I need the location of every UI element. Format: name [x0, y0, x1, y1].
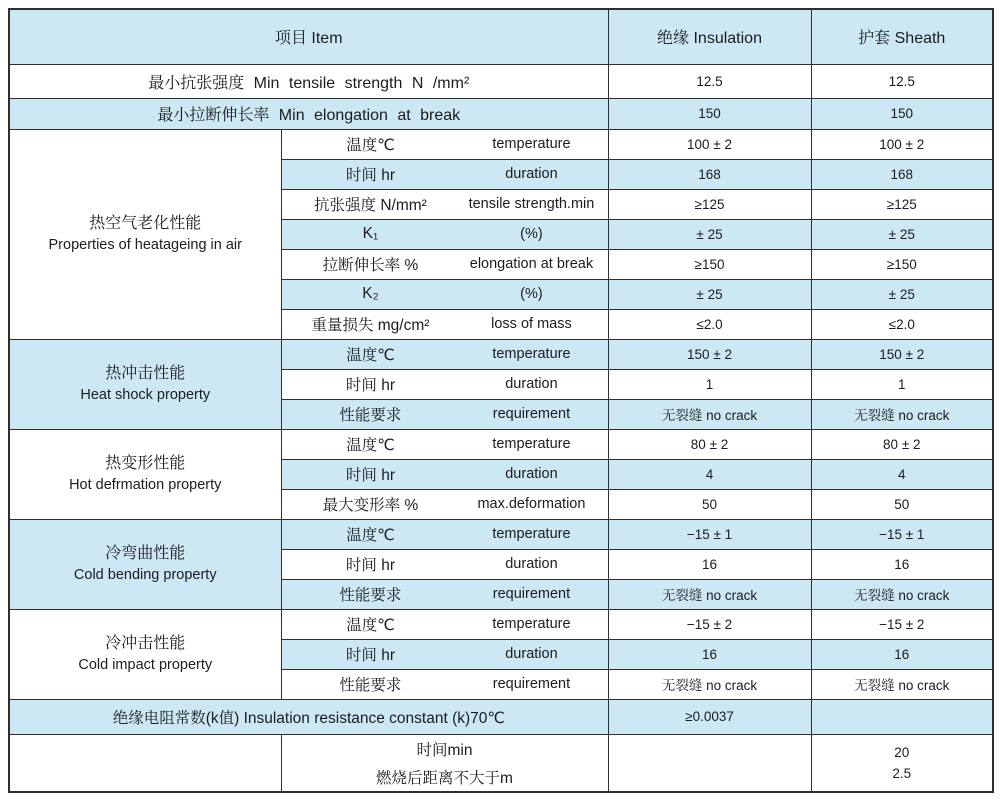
parameter-label-en: temperature — [492, 136, 571, 152]
sheath-value — [811, 699, 993, 734]
parameter-cell — [281, 609, 608, 639]
parameter-label-zh: 时间 hr — [345, 167, 395, 184]
table-row — [9, 98, 993, 129]
parameter-label: 燃烧后距离不大于m — [376, 769, 513, 787]
sheath-value: ≤2.0 — [811, 309, 993, 339]
parameter-label-en: (%) — [520, 286, 543, 302]
sheath-value: 150 — [811, 98, 993, 129]
parameter-label-en: tensile strength.min — [468, 196, 595, 212]
insulation-value: ± 25 — [608, 219, 811, 249]
sheath-value: ≥150 — [811, 249, 993, 279]
parameter-label-en: duration — [505, 166, 558, 182]
header-item: 项目 Item — [9, 9, 608, 64]
parameter-label-zh: 时间 hr — [345, 647, 395, 664]
section-label-zh: 热空气老化性能 — [89, 214, 202, 232]
parameter-cell — [281, 279, 608, 309]
section-label-hot-deformation — [9, 429, 281, 519]
insulation-value: −15 ± 1 — [608, 519, 811, 549]
sheath-value: 150 ± 2 — [811, 339, 993, 369]
section-label-heat-ageing — [9, 129, 281, 339]
parameter-cell — [281, 549, 608, 579]
parameter-cell — [281, 129, 608, 159]
sheath-value: 16 — [811, 639, 993, 669]
parameter-cell — [281, 459, 608, 489]
sheath-value: ± 25 — [811, 219, 993, 249]
insulation-value: 16 — [608, 549, 811, 579]
section-label-cold-impact — [9, 609, 281, 699]
table-row — [9, 339, 993, 369]
insulation-value: 无裂缝 no crack — [608, 579, 811, 609]
parameter-label-en: temperature — [492, 436, 571, 452]
insulation-value: ≥0.0037 — [608, 699, 811, 734]
sheath-value: 无裂缝 no crack — [811, 579, 993, 609]
parameter-cell — [281, 639, 608, 669]
parameter-label-en: elongation at break — [469, 256, 594, 272]
section-label-en: Properties of heatageing in air — [48, 237, 242, 254]
parameter-cell — [281, 489, 608, 519]
parameter-label-en: duration — [505, 376, 558, 392]
row-label: 最小拉断伸长率 Min elongation at break — [9, 98, 608, 129]
sheath-value: 168 — [811, 159, 993, 189]
parameter-label-zh: 温度℃ — [346, 137, 395, 154]
parameter-cell — [281, 429, 608, 459]
section-label-en: Heat shock property — [80, 387, 211, 404]
empty-cell — [9, 734, 281, 792]
sheath-value: 80 ± 2 — [811, 429, 993, 459]
parameter-cell — [281, 249, 608, 279]
section-label-zh: 热冲击性能 — [105, 364, 186, 382]
parameter-label-zh: 重量损失 mg/cm² — [311, 317, 430, 334]
parameter-label-zh: 抗张强度 N/mm² — [314, 197, 427, 214]
insulation-value: 16 — [608, 639, 811, 669]
parameter-cell — [281, 189, 608, 219]
parameter-label-en: duration — [505, 466, 558, 482]
insulation-value — [608, 734, 811, 792]
table-row — [9, 429, 993, 459]
parameter-cell — [281, 669, 608, 699]
parameter-cell — [281, 339, 608, 369]
table-row — [9, 519, 993, 549]
parameter-label-zh: 温度℃ — [346, 437, 395, 454]
insulation-value: 无裂缝 no crack — [608, 399, 811, 429]
section-label-cold-bending — [9, 519, 281, 609]
sheath-value: 50 — [811, 489, 993, 519]
insulation-value: ≥150 — [608, 249, 811, 279]
parameter-label-zh: 性能要求 — [339, 407, 402, 424]
sheath-value: 无裂缝 no crack — [811, 399, 993, 429]
insulation-value: 150 — [608, 98, 811, 129]
sheath-value: −15 ± 2 — [811, 609, 993, 639]
row-label: 最小抗张强度 Min tensile strength N /mm² — [9, 64, 608, 98]
table-row — [9, 129, 993, 159]
parameter-cell — [281, 399, 608, 429]
parameter-label-zh: 温度℃ — [346, 617, 395, 634]
sheath-value: −15 ± 1 — [811, 519, 993, 549]
sheath-value: 12.5 — [811, 64, 993, 98]
parameter-cell — [281, 159, 608, 189]
sheath-value: 100 ± 2 — [811, 129, 993, 159]
parameter-label-en: max.deformation — [477, 496, 586, 512]
insulation-value: 12.5 — [608, 64, 811, 98]
header-insulation: 绝缘 Insulation — [608, 9, 811, 64]
table-row — [9, 734, 993, 792]
parameter-cell — [281, 734, 608, 792]
sheath-value: 16 — [811, 549, 993, 579]
sheath-value: ≥125 — [811, 189, 993, 219]
table-row — [9, 609, 993, 639]
parameter-label-zh: 温度℃ — [346, 527, 395, 544]
parameter-cell — [281, 519, 608, 549]
sheath-value: 无裂缝 no crack — [811, 669, 993, 699]
section-label-en: Hot defrmation property — [69, 477, 222, 494]
insulation-value: −15 ± 2 — [608, 609, 811, 639]
section-label-en: Cold impact property — [78, 657, 213, 674]
sheath-value: 20 2.5 — [811, 734, 993, 792]
insulation-value: 1 — [608, 369, 811, 399]
parameter-cell — [281, 579, 608, 609]
parameter-label-en: requirement — [492, 676, 571, 692]
parameter-label-zh: 拉断伸长率 % — [322, 257, 419, 274]
parameter-cell — [281, 369, 608, 399]
parameter-label-zh: K₂ — [362, 285, 379, 302]
insulation-value: 150 ± 2 — [608, 339, 811, 369]
parameter-label-en: loss of mass — [491, 316, 572, 332]
parameter-label-en: requirement — [492, 586, 571, 602]
insulation-value: 80 ± 2 — [608, 429, 811, 459]
parameter-label-zh: 时间 hr — [345, 467, 395, 484]
section-label-zh: 冷冲击性能 — [105, 634, 186, 652]
spec-table — [8, 8, 994, 793]
row-label: 绝缘电阻常数(k值) Insulation resistance constant (k)70℃ — [9, 699, 608, 734]
parameter-label-zh: 性能要求 — [339, 587, 402, 604]
parameter-label-en: duration — [505, 646, 558, 662]
parameter-label-zh: K₁ — [362, 225, 379, 242]
parameter-label-zh: 时间 hr — [345, 557, 395, 574]
insulation-value: 4 — [608, 459, 811, 489]
section-label-en: Cold bending property — [73, 567, 217, 584]
section-label-zh: 热变形性能 — [105, 454, 186, 472]
insulation-value: ± 25 — [608, 279, 811, 309]
parameter-label: 时间min — [416, 741, 473, 759]
sheath-value: 1 — [811, 369, 993, 399]
header-sheath: 护套 Sheath — [811, 9, 993, 64]
parameter-label-zh: 性能要求 — [339, 677, 402, 694]
sheath-value: 4 — [811, 459, 993, 489]
table-row — [9, 64, 993, 98]
parameter-cell — [281, 219, 608, 249]
insulation-value: 100 ± 2 — [608, 129, 811, 159]
table-header-row — [9, 9, 993, 64]
parameter-label-zh: 温度℃ — [346, 347, 395, 364]
parameter-label-en: (%) — [520, 226, 543, 242]
parameter-label-zh: 时间 hr — [345, 377, 395, 394]
sheath-value: ± 25 — [811, 279, 993, 309]
insulation-value: ≤2.0 — [608, 309, 811, 339]
parameter-cell — [281, 309, 608, 339]
section-label-heat-shock — [9, 339, 281, 429]
parameter-label-zh: 最大变形率 % — [322, 497, 419, 514]
parameter-label-en: temperature — [492, 526, 571, 542]
parameter-label-en: temperature — [492, 616, 571, 632]
insulation-value: 168 — [608, 159, 811, 189]
insulation-value: 50 — [608, 489, 811, 519]
section-label-zh: 冷弯曲性能 — [105, 544, 186, 562]
insulation-value: ≥125 — [608, 189, 811, 219]
parameter-label-en: requirement — [492, 406, 571, 422]
table-row — [9, 699, 993, 734]
parameter-label-en: temperature — [492, 346, 571, 362]
insulation-value: 无裂缝 no crack — [608, 669, 811, 699]
parameter-label-en: duration — [505, 556, 558, 572]
